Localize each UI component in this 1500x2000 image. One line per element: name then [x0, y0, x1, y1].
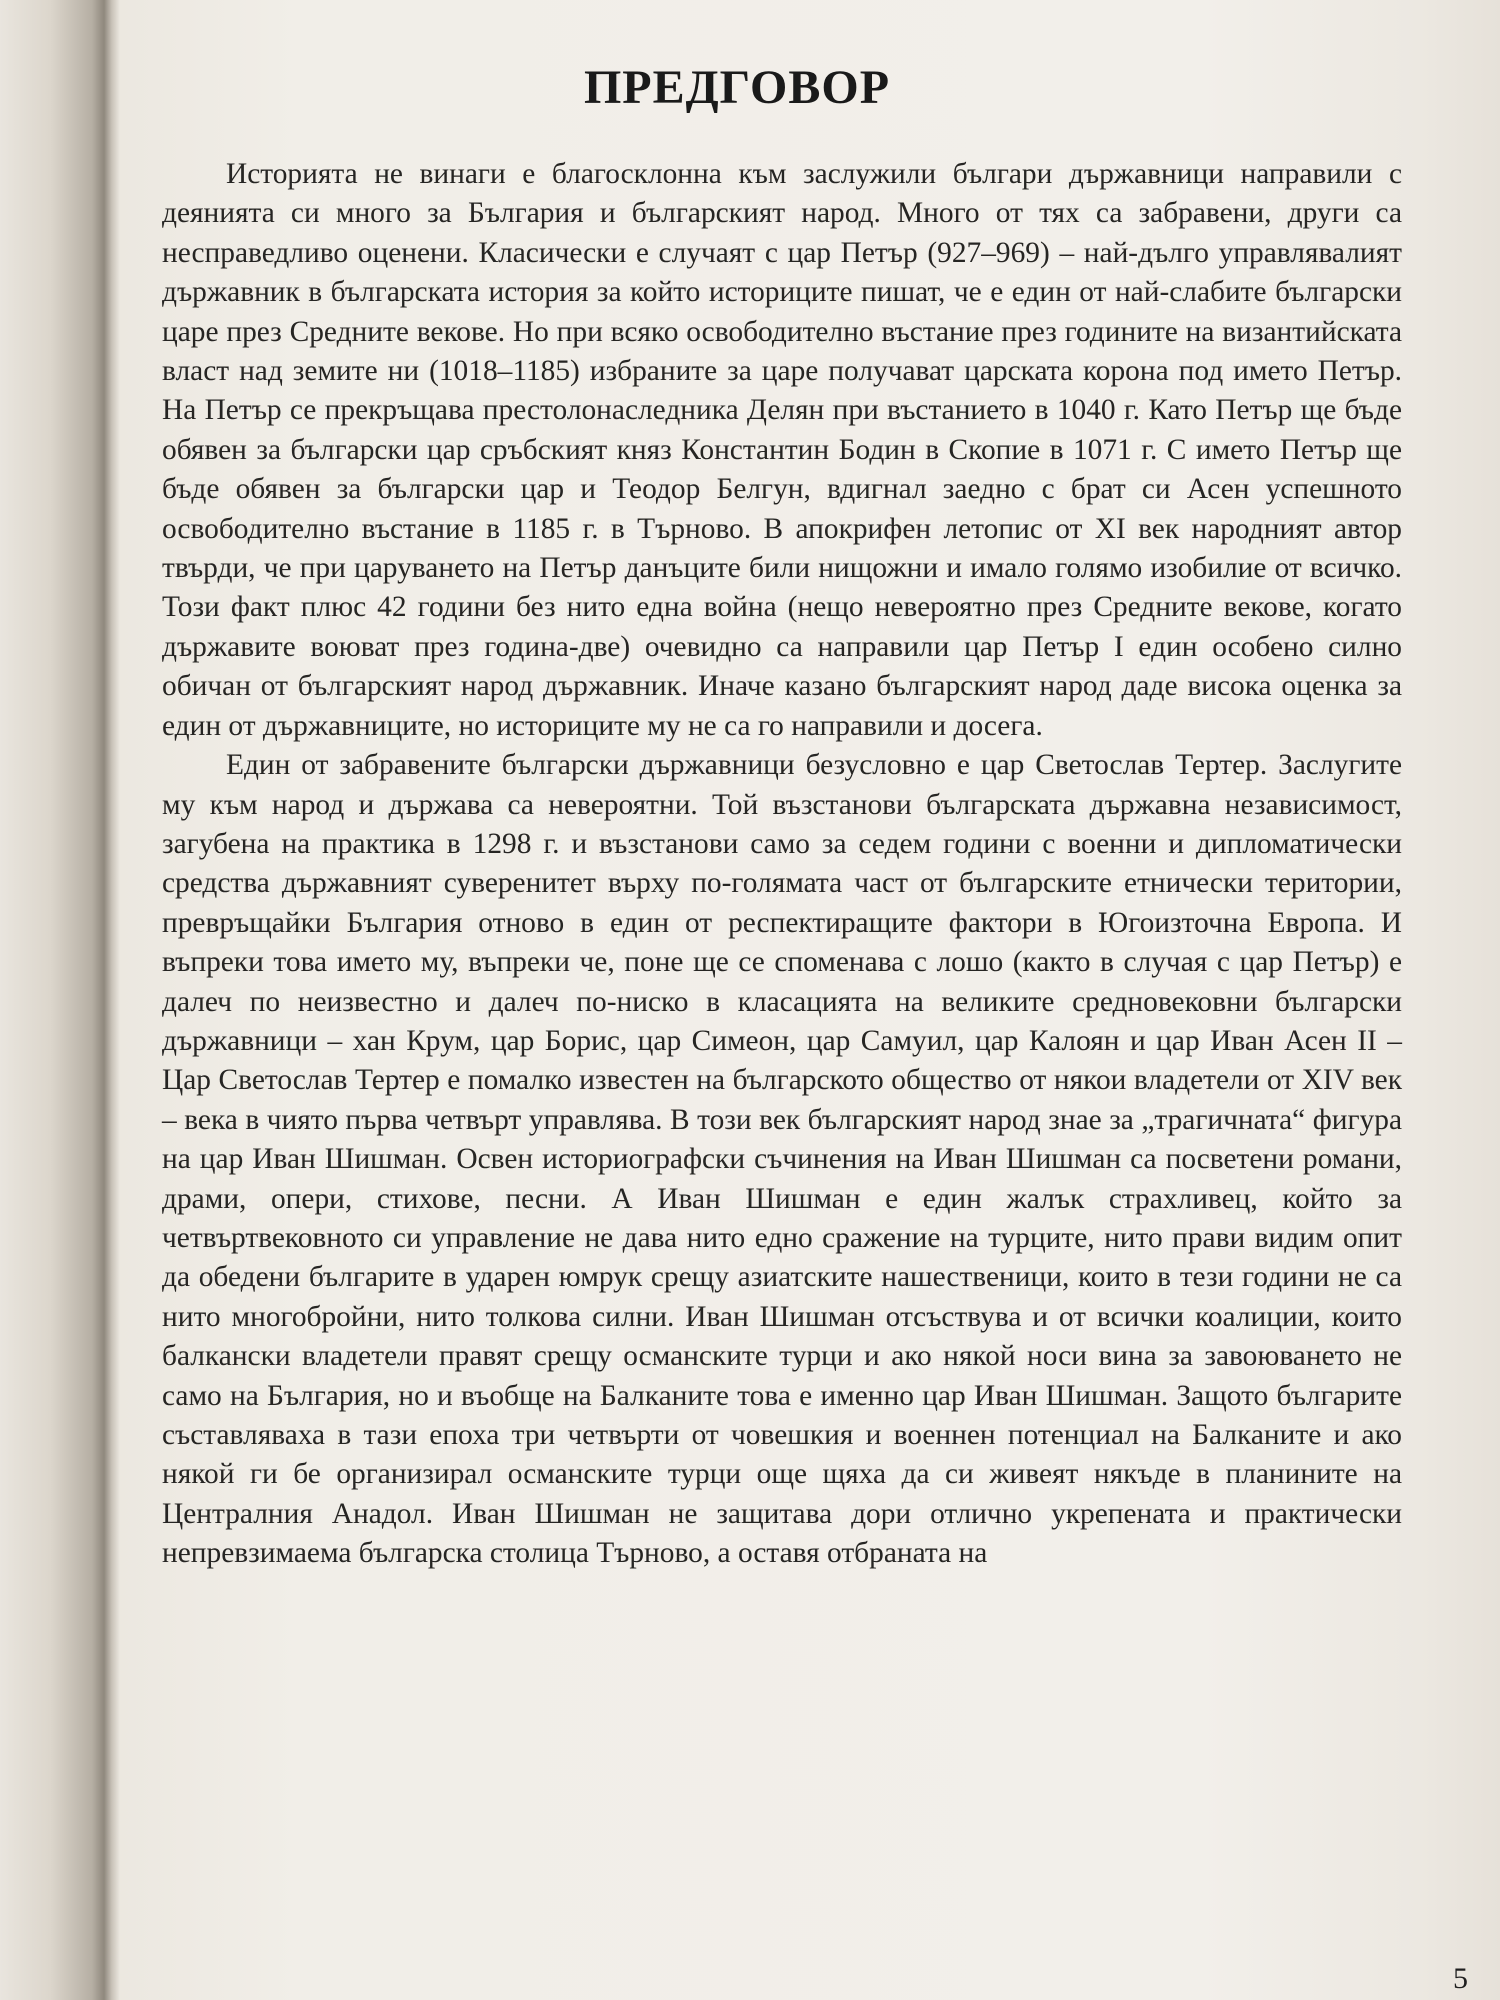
- paragraph-2: Един от забравените български държавници безусловно е цар Светослав Тертер. Заслугите му към народ и държава са невероятни. Той възстанови българската държавна независимост, загубена на практика в 1298 г. и възстанови само за седем години с военни и дипломатически средства държавният суверенитет върху по-голямата част от българските етнически територии, превръщайки България отново в един от респектиращите фактори в Югоизточна Европа. И въпреки това името му, въпреки че, поне ще се споменава с лошо (както в случая с цар Петър) е далеч по неизвестно и далеч по-ниско в класацията на великите средновековни български държавници – хан Крум, цар Борис, цар Симеон, цар Самуил, цар Калоян и цар Иван Асен II – Цар Светослав Тертер е помалко известен на българското общество от някои владетели от XIV век – века в чиято първа четвърт управлява. В този век българският народ знае за „трагичната“ фигура на цар Иван Шишман. Освен историографски съчинения на Иван Шишман са посветени романи, драми, опери, стихове, песни. А Иван Шишман е един жалък страхливец, който за четвъртвековното си управление не дава нито едно сражение на турците, нито прави видим опит да обедени българите в ударен юмрук срещу азиатските нашественици, които в тези години не са нито многобройни, нито толкова силни. Иван Шишман отсъствува и от всички коалиции, които балкански владетели правят срещу османските турци и ако някой носи вина за завоюването не само на България, но и въобще на Балканите това е именно цар Иван Шишман. Защото българите съставляваха в тази епоха три четвърти от човешкия и военнен потенциал на Балканите и ако някой ги бе организирал османските турци още щяха да си живеят някъде в планините на Централния Анадол. Иван Шишман не защитава дори отлично укрепената и практически непревзимаема българска столица Търново, а оставя отбраната на: [162, 749, 1402, 1570]
- page-title: ПРЕДГОВОР: [583, 61, 891, 114]
- book-gutter: [0, 0, 120, 2000]
- paragraph-1: Историята не винаги е благосклонна към заслужили българи държавници направили с деянията си много за България и българският народ. Много от тях са забравени, други са несправедливо оценени. Класически е случаят с цар Петър (927–969) – най-дълго управлявалият държавник в българската история за който историците пишат, че е един от най-слабите български царе през Средните векове. Но при всяко освободително въстание през годините на византийската власт над земите ни (1018–1185) избраните за царе получават царската корона под името Петър. На Петър се прекръщава престолонаследника Делян при въстанието в 1040 г. Като Петър ще бъде обявен за български цар сръбският княз Константин Бодин в Скопие в 1071 г. С името Петър ще бъде обявен за български цар и Теодор Белгун, вдигнал заедно с брат си Асен успешното освободително въстание в 1185 г. в Търново. В апокрифен летопис от XI век народният автор твърди, че при царуването на Петър данъците били нищожни и имало голямо изобилие от всичко. Този факт плюс 42 години без нито една война (нещо невероятно през Средните векове, когато държавите воюват през година-две) очевидно са направили цар Петър I един особено силно обичан от българският народ държавник. Иначе казано българският народ даде висока оценка за един от държавниците, но историците му не са го направили и досега.: [162, 158, 1402, 742]
- page-number: 5: [1453, 1962, 1468, 1995]
- page-body: [162, 60, 1402, 1990]
